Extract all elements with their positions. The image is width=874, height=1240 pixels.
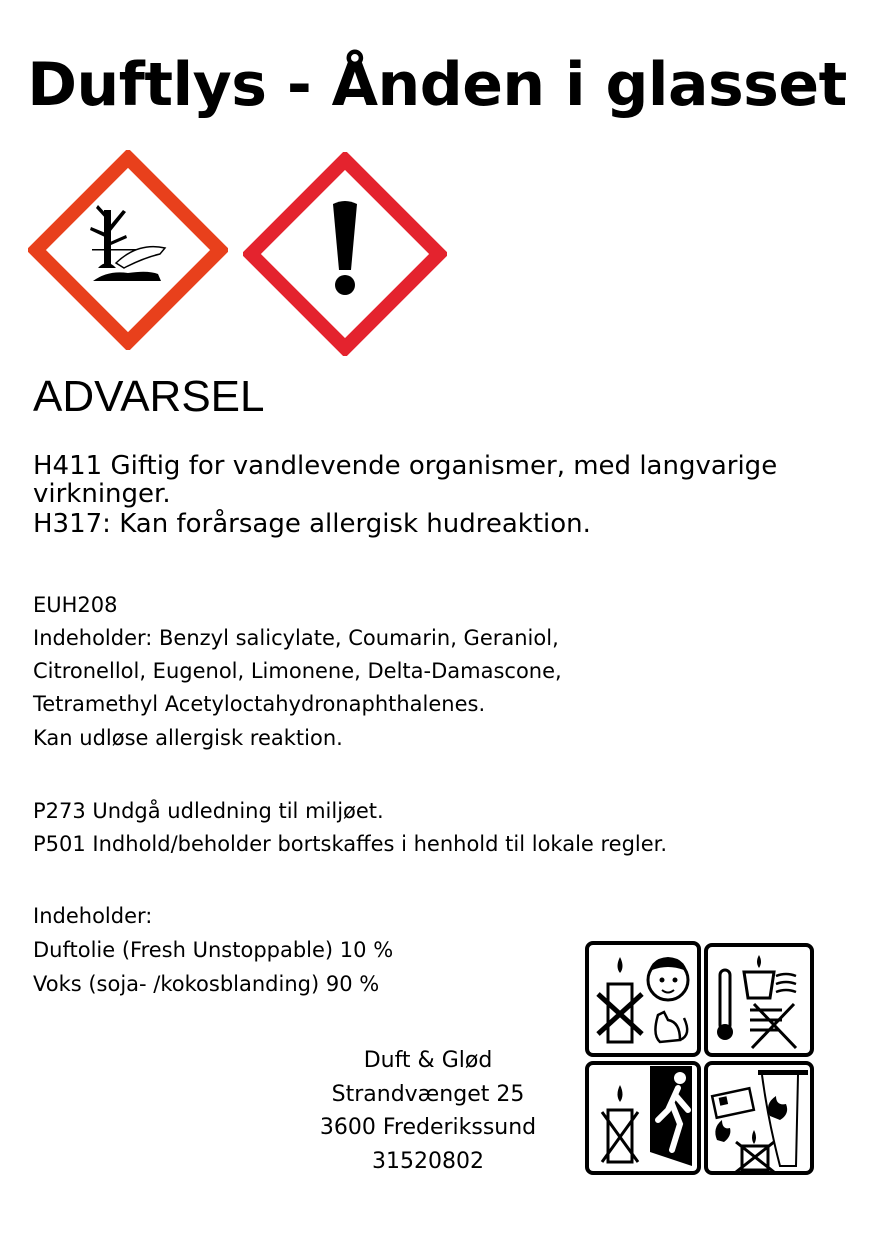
contents-heading: Indeholder:: [33, 904, 153, 928]
never-leave-unattended-icon: [587, 1063, 699, 1173]
candle-safety-pictograms: [584, 940, 816, 1176]
contents-item: Voks (soja- /kokosblanding) 90 %: [33, 972, 380, 996]
city: 3600 Frederikssund: [319, 1115, 537, 1140]
phone: 31520802: [372, 1148, 484, 1174]
product-title: Duftlys - Ånden i glasset: [27, 50, 847, 120]
signal-word: ADVARSEL: [33, 372, 265, 421]
euh-code: EUH208: [33, 593, 118, 617]
hazard-statement: H317: Kan forårsage allergisk hudreaktion.: [33, 509, 591, 539]
avoid-heat-drafts-icon: [706, 945, 812, 1055]
euh-text: Citronellol, Eugenol, Limonene, Delta-Damascone,: [33, 659, 562, 683]
hazard-statement: H411 Giftig for vandlevende organismer, med langvarige: [33, 451, 778, 481]
environment-hazard-icon: [28, 150, 228, 350]
company-address: [300, 1044, 556, 1178]
euh-text: Kan udløse allergisk reaktion.: [33, 726, 343, 750]
hazard-statement: virkninger.: [33, 479, 171, 509]
exclamation-mark-icon: [243, 152, 447, 356]
precaution-statement: P501 Indhold/beholder bortskaffes i henhold til lokale regler.: [33, 832, 668, 856]
euh-text: Indeholder: Benzyl salicylate, Coumarin, Geraniol,: [33, 626, 559, 650]
keep-away-from-flammables-icon: [706, 1063, 812, 1173]
street: Strandvænget 25: [331, 1081, 525, 1107]
euh-text: Tetramethyl Acetyloctahydronaphthalenes.: [33, 692, 486, 716]
keep-away-from-children-pets-icon: [587, 943, 699, 1055]
precaution-statement: P273 Undgå udledning til miljøet.: [33, 799, 384, 823]
company-name: Duft & Glød: [363, 1048, 493, 1073]
contents-item: Duftolie (Fresh Unstoppable) 10 %: [33, 938, 394, 962]
